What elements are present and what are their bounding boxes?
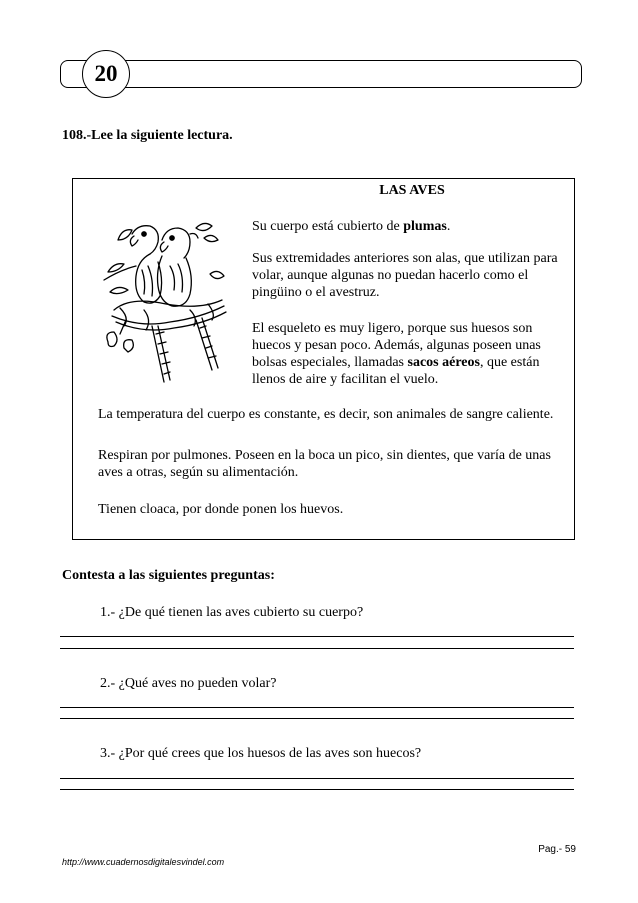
reading-paragraph-4: La temperatura del cuerpo es constante, es decir, son animales de sangre caliente. — [98, 407, 554, 422]
question-3: 3.- ¿Por qué crees que los huesos de las aves son huecos? — [100, 746, 422, 761]
answer-line[interactable] — [60, 648, 574, 649]
reading-paragraph-1: Su cuerpo está cubierto de plumas. — [252, 219, 451, 234]
answer-line[interactable] — [60, 718, 574, 719]
reading-paragraph-5: Respiran por pulmones. Poseen en la boca un pico, sin dientes, que varía de unas aves a otras, según su alimentación. — [98, 448, 551, 480]
reading-paragraph-6: Tienen cloaca, por donde ponen los huevos. — [98, 502, 344, 517]
birds-illustration — [100, 210, 232, 385]
unit-banner — [60, 60, 582, 88]
unit-number-badge — [82, 50, 130, 98]
answer-line[interactable] — [60, 789, 574, 790]
question-1: 1.- ¿De qué tienen las aves cubierto su cuerpo? — [100, 605, 364, 620]
answer-line[interactable] — [60, 636, 574, 637]
question-2: 2.- ¿Qué aves no pueden volar? — [100, 676, 277, 691]
exercise-title: 108.-Lee la siguiente lectura. — [62, 128, 233, 143]
footer-url: http://www.cuadernosdigitalesvindel.com — [62, 857, 225, 867]
page-number: Pag.- 59 — [538, 844, 576, 855]
keyword-sacos-aereos: sacos aéreos — [407, 355, 480, 370]
answer-line[interactable] — [60, 707, 574, 708]
reading-title: LAS AVES — [379, 183, 445, 198]
keyword-plumas: plumas — [403, 219, 447, 234]
unit-number: 20 — [94, 61, 118, 86]
reading-paragraph-2: Sus extremidades anteriores son alas, que utilizan para volar, aunque algunas no puedan hacerlo como el pingüino o el avestruz. — [252, 251, 558, 300]
questions-title: Contesta a las siguientes preguntas: — [62, 568, 275, 583]
answer-line[interactable] — [60, 778, 574, 779]
reading-paragraph-3: El esqueleto es muy ligero, porque sus huesos son huecos y pesan poco. Además, algunas poseen unas bolsas especiales, llamadas sacos aéreos, que están llenos de aire y facilitan el vuelo. — [252, 321, 541, 387]
